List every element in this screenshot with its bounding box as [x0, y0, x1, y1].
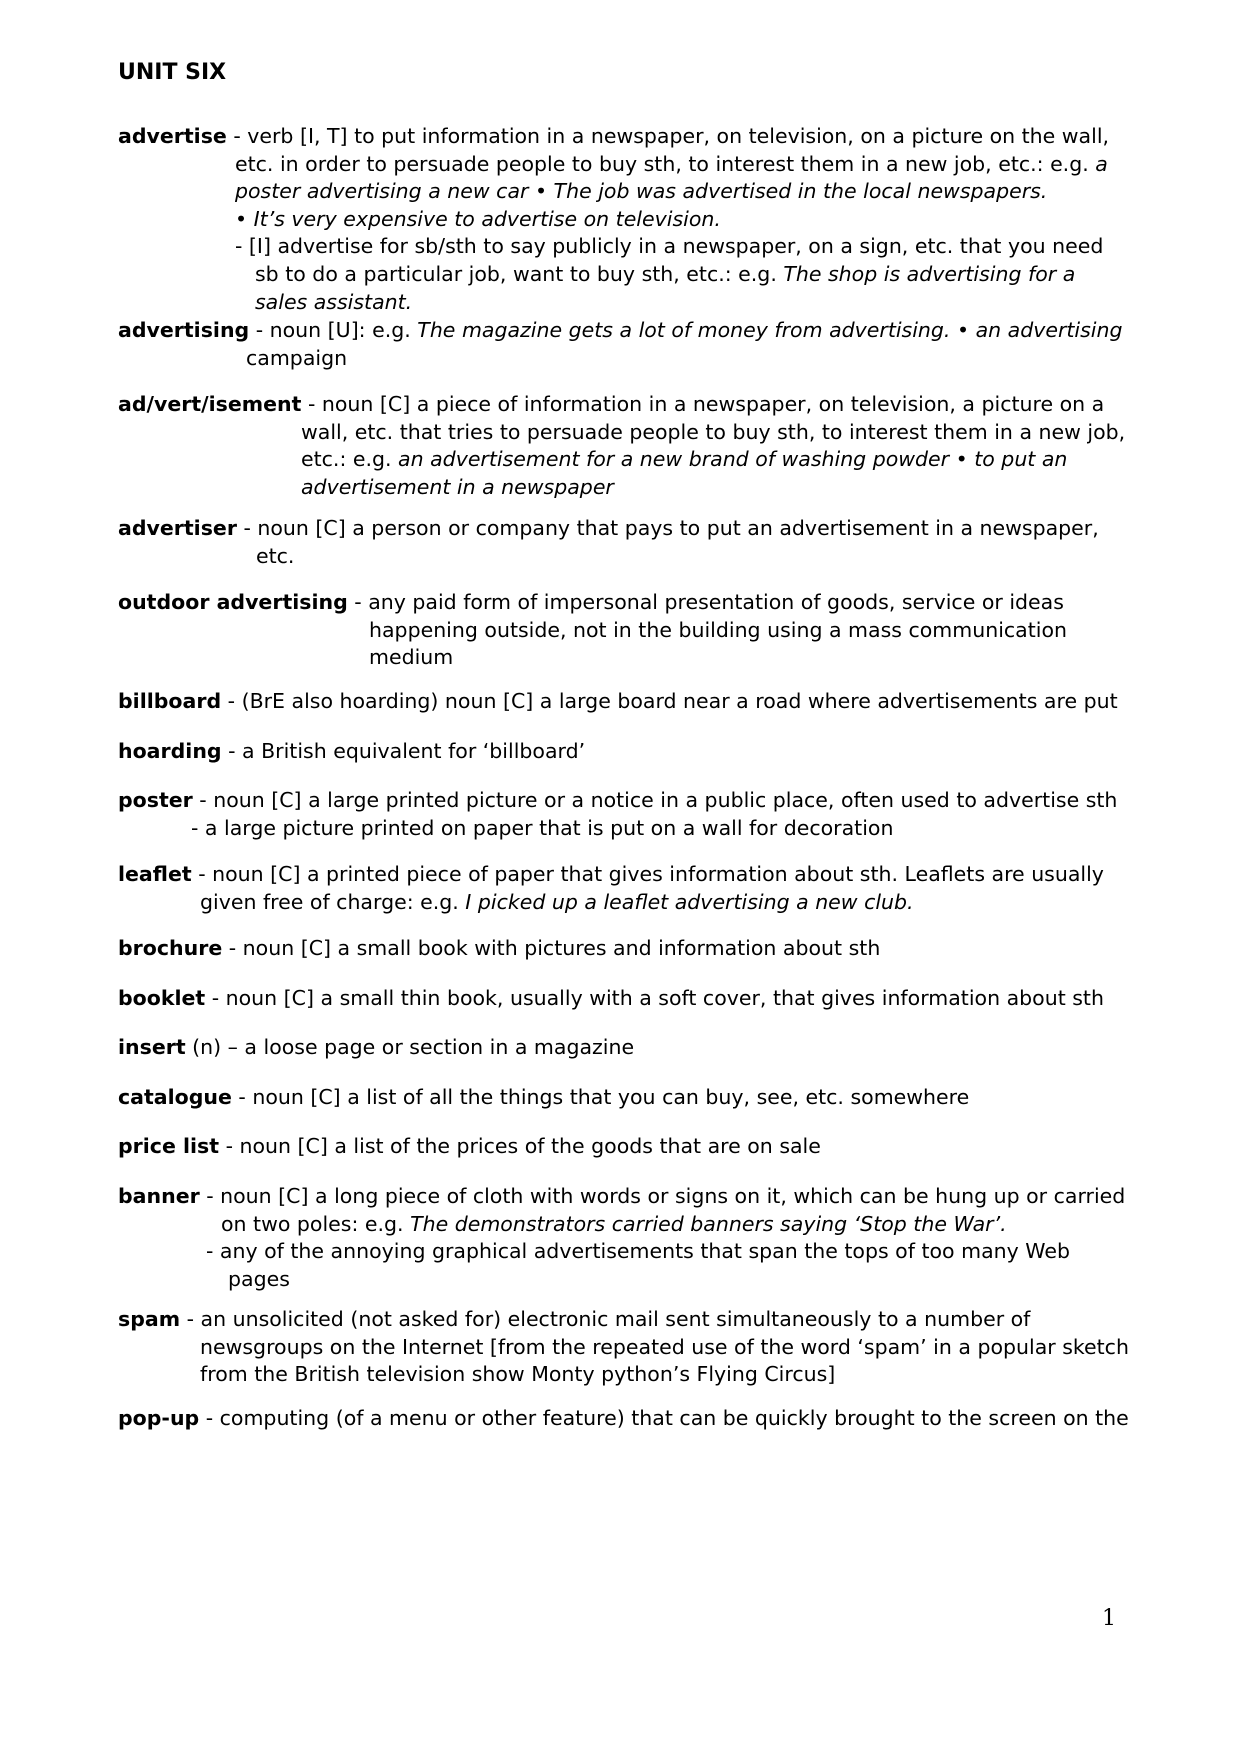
definition: - noun [C] a small thin book, usually with a soft cover, that gives information about sth [205, 986, 1104, 1010]
headword: insert [118, 1035, 186, 1059]
entry-booklet [118, 985, 1128, 1013]
definition-line: newsgroups on the Internet [from the repeated use of the word ‘spam’ in a popular sketch [200, 1334, 1129, 1359]
headword: poster [118, 788, 193, 812]
definition: - any paid form of impersonal presentation of goods, service or ideas [347, 590, 1064, 614]
entry-advertisement [118, 391, 1128, 501]
example-text: • It’s very expensive to advertise on television. [235, 206, 721, 231]
headword: ad/vert/isement [118, 392, 302, 416]
definition: - noun [C] a small book with pictures and information about sth [222, 936, 881, 960]
definition-line: etc.: e.g. [301, 447, 399, 472]
example-text: The shop is advertising for a [783, 261, 1076, 286]
definition-line: from the British television show Monty python’s Flying Circus] [200, 1362, 836, 1387]
page-number: 1 [1102, 1606, 1116, 1631]
definition: - noun [C] a list of all the things that you can buy, see, etc. somewhere [231, 1085, 970, 1109]
example-text: an advertisement for a new brand of washing powder • to put an [398, 447, 1068, 472]
example-text: sales assistant. [255, 289, 413, 314]
definition-line: - any of the annoying graphical advertisements that span the tops of too many Web [206, 1239, 1070, 1264]
page-title: UNIT SIX [118, 60, 227, 85]
headword: hoarding [118, 739, 222, 763]
headword: advertise [118, 124, 227, 148]
entry-pop-up [118, 1405, 1128, 1433]
example-text: The demonstrators carried banners saying ‘Stop the War’. [410, 1211, 1007, 1236]
definition-line: medium [369, 645, 454, 670]
definition: - verb [I, T] to put information in a newspaper, on television, on a picture on the wall, [226, 124, 1110, 148]
entry-brochure [118, 935, 1128, 963]
definition-line: etc. [256, 543, 295, 568]
headword: billboard [118, 689, 222, 713]
definition: - noun [C] a long piece of cloth with words or signs on it, which can be hung up or carried [199, 1184, 1126, 1208]
headword: leaflet [118, 862, 192, 886]
definition: - noun [C] a list of the prices of the goods that are on sale [219, 1134, 821, 1158]
definition-line: pages [228, 1266, 290, 1291]
definition-line: - [I] advertise for sb/sth to say publicly in a newspaper, on a sign, etc. that you need [235, 234, 1104, 259]
entry-outdoor-advertising [118, 589, 1128, 672]
definition: - noun [C] a large printed picture or a notice in a public place, often used to advertise sth [192, 788, 1118, 812]
entry-billboard [118, 688, 1128, 716]
definition: - noun [C] a printed piece of paper that gives information about sth. Leaflets are usually [191, 862, 1104, 886]
definition: - computing (of a menu or other feature) that can be quickly brought to the screen on the [199, 1406, 1129, 1430]
headword: outdoor advertising [118, 590, 348, 614]
headword: advertiser [118, 516, 237, 540]
entry-advertising [118, 317, 1128, 372]
headword: banner [118, 1184, 200, 1208]
definition-line: - a large picture printed on paper that is put on a wall for decoration [191, 815, 894, 840]
definition-line: etc. in order to persuade people to buy sth, to interest them in a new job, etc.: e.g. [235, 151, 1096, 176]
example-text: a [1095, 151, 1108, 176]
definition: - a British equivalent for ‘billboard’ [221, 739, 586, 763]
entry-banner [118, 1183, 1128, 1293]
definition-line: happening outside, not in the building using a mass communication [369, 617, 1068, 642]
entry-price-list [118, 1133, 1128, 1161]
headword: advertising [118, 318, 250, 342]
headword: price list [118, 1134, 220, 1158]
definition: - noun [U]: e.g. [249, 318, 418, 342]
entry-catalogue [118, 1084, 1128, 1112]
definition-line: sb to do a particular job, want to buy sth, etc.: e.g. [255, 261, 784, 286]
definition: - an unsolicited (not asked for) electronic mail sent simultaneously to a number of [180, 1307, 1031, 1331]
example-text: advertisement in a newspaper [301, 474, 614, 499]
entry-insert [118, 1034, 1128, 1062]
headword: brochure [118, 936, 223, 960]
example-text: poster advertising a new car • The job was advertised in the local newspapers. [235, 179, 1048, 204]
entry-poster [118, 787, 1128, 842]
example-text: I picked up a leaflet advertising a new club. [465, 889, 914, 914]
definition-line: campaign [246, 345, 348, 370]
definition: - (BrE also hoarding) noun [C] a large board near a road where advertisements are put [221, 689, 1118, 713]
entry-spam [118, 1306, 1128, 1389]
definition-line: on two poles: e.g. [221, 1211, 411, 1236]
entry-leaflet [118, 861, 1128, 916]
example-text: The magazine gets a lot of money from advertising. • an advertising [417, 318, 1123, 342]
headword: pop-up [118, 1406, 200, 1430]
headword: spam [118, 1307, 181, 1331]
definition-line: given free of charge: e.g. [200, 889, 466, 914]
headword: booklet [118, 986, 206, 1010]
definition: (n) – a loose page or section in a magazine [185, 1035, 635, 1059]
definition-line: wall, etc. that tries to persuade people to buy sth, to interest them in a new job, [301, 419, 1126, 444]
entry-advertiser [118, 515, 1128, 570]
headword: catalogue [118, 1085, 232, 1109]
definition: - noun [C] a person or company that pays to put an advertisement in a newspaper, [236, 516, 1099, 540]
definition: - noun [C] a piece of information in a newspaper, on television, a picture on a [301, 392, 1105, 416]
entry-hoarding [118, 738, 1128, 766]
entry-advertise [118, 123, 1128, 316]
